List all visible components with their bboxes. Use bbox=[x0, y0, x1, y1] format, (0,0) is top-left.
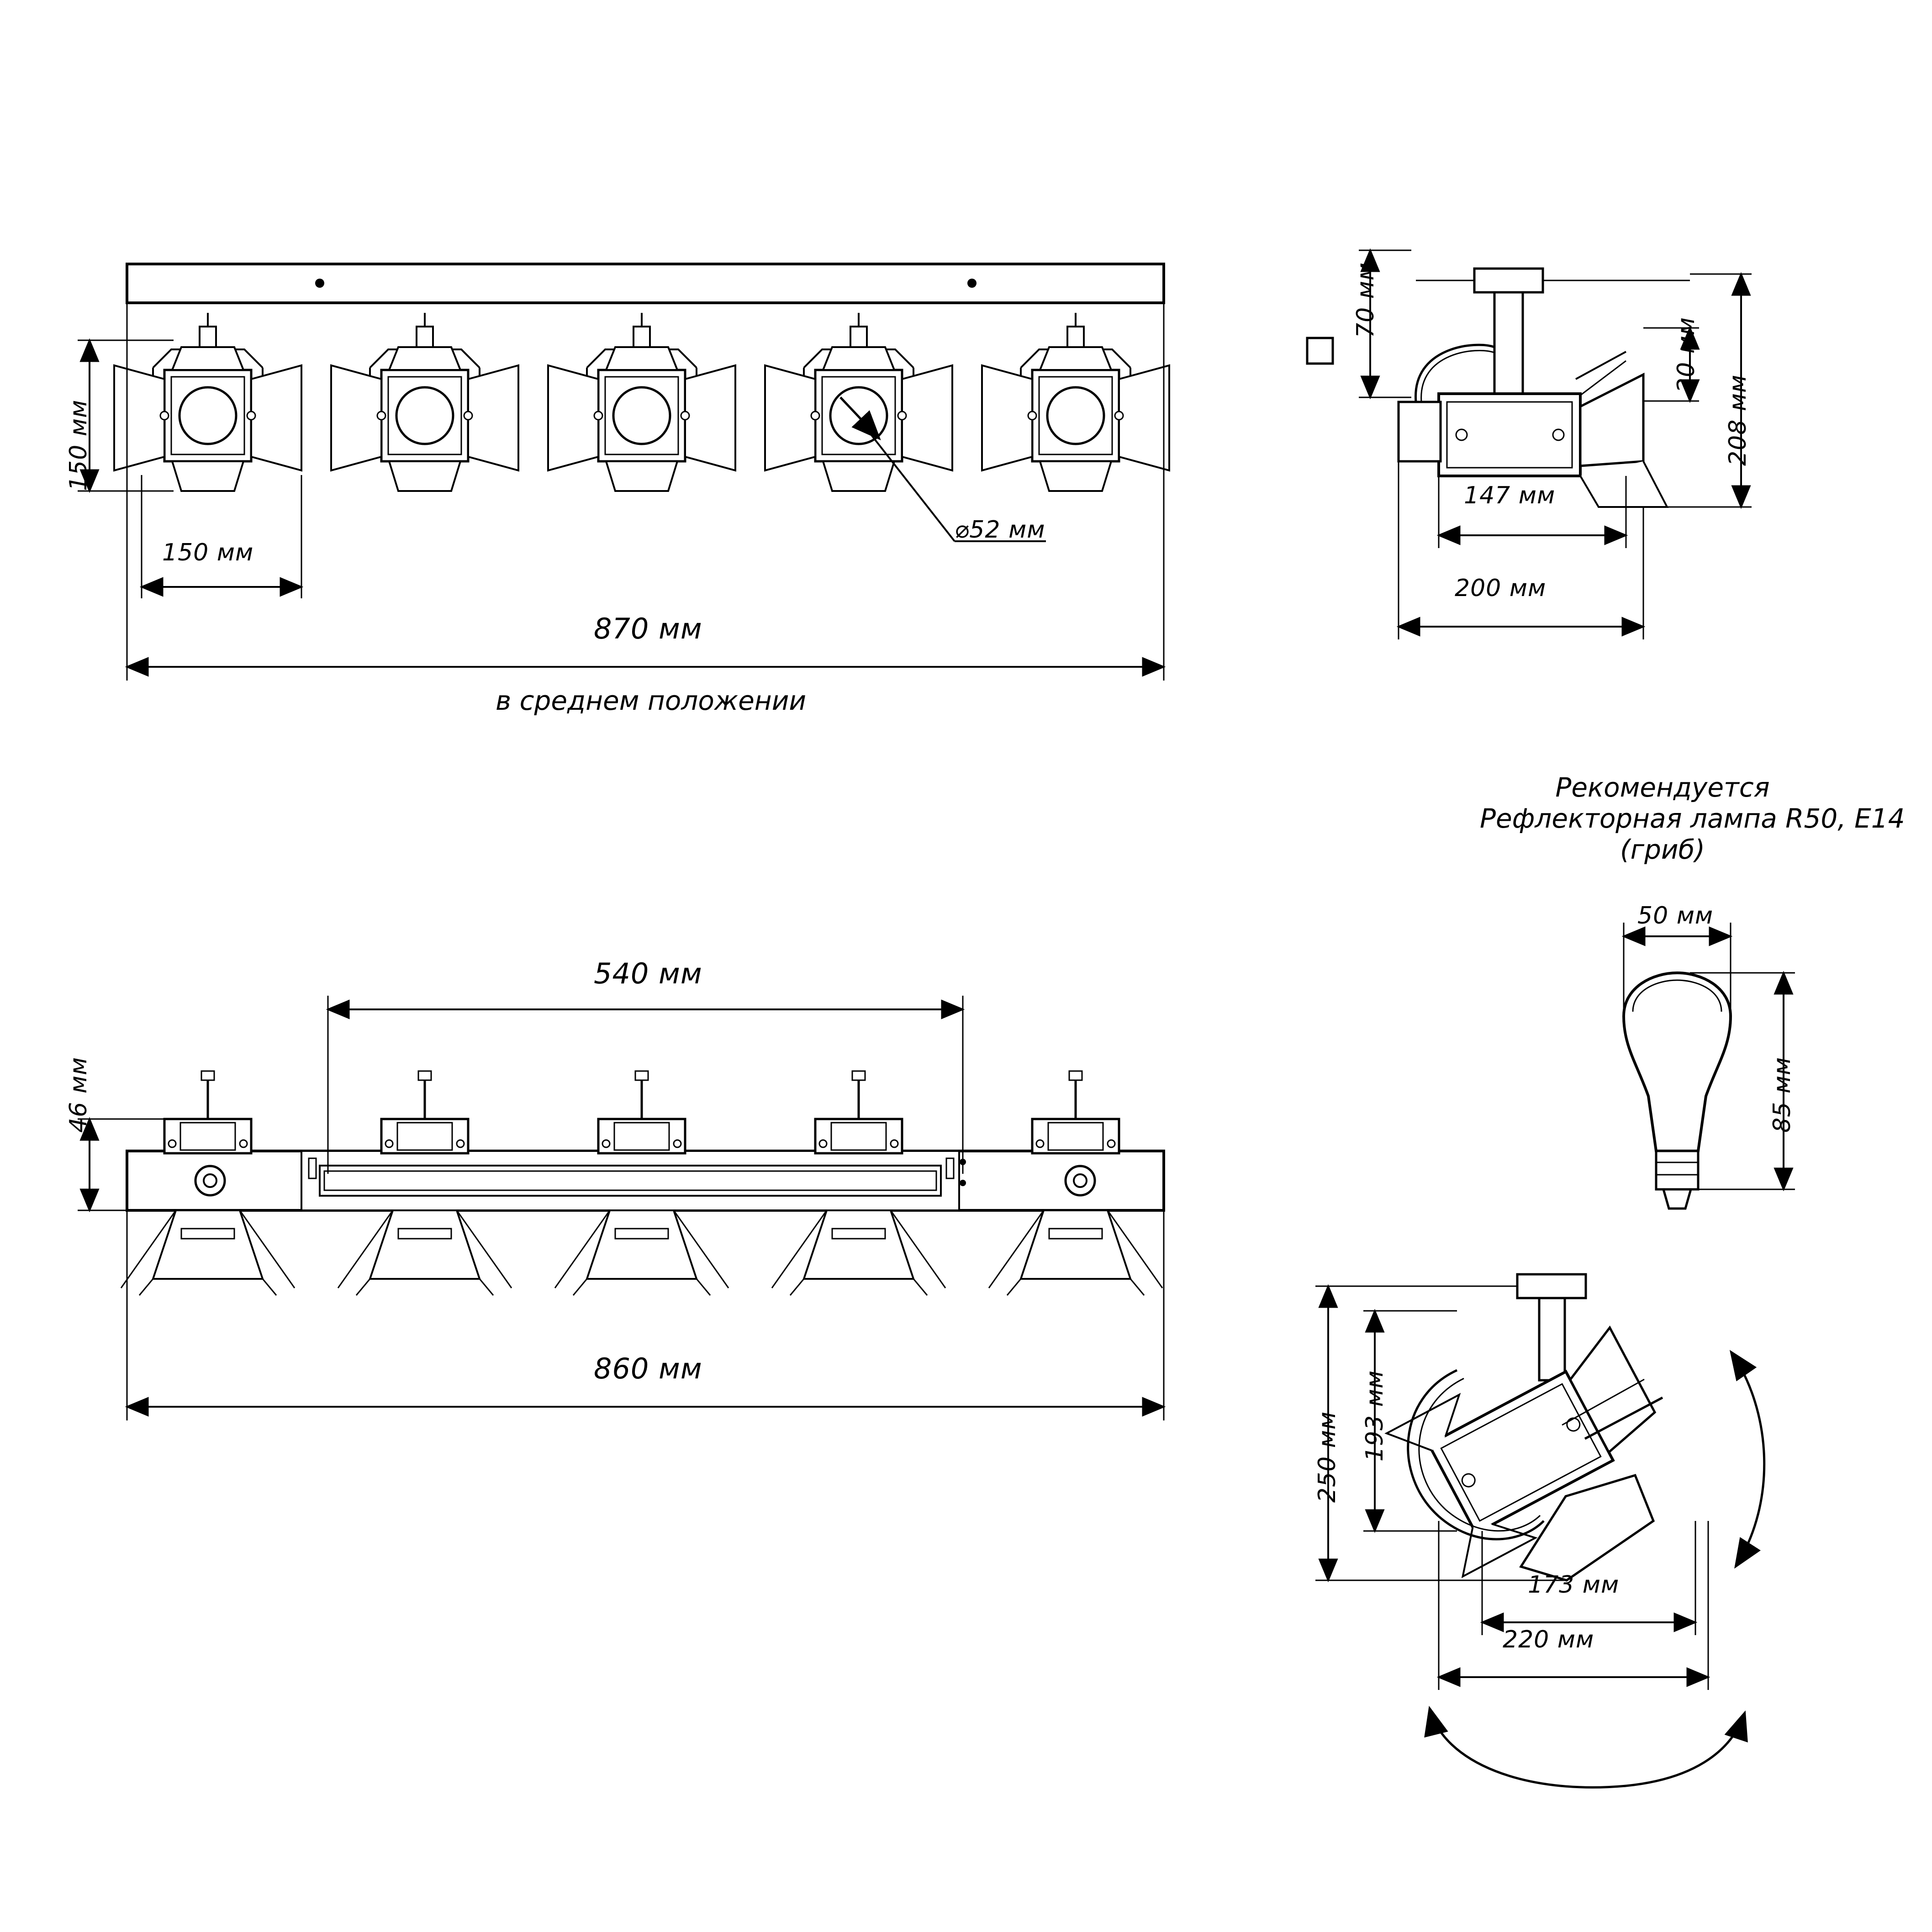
dim-label-base-length-860: 860 мм bbox=[594, 1352, 702, 1385]
dim-label-mount-70: 70 мм bbox=[1352, 262, 1379, 338]
lamp-note-line-3: (гриб) bbox=[1620, 834, 1705, 865]
dim-label-swing-depth-220: 220 мм bbox=[1503, 1626, 1594, 1653]
lamp-recommendation-note bbox=[1480, 772, 1905, 865]
front-view-caption: в среднем положении bbox=[496, 685, 807, 716]
dim-label-total-870: 870 мм bbox=[594, 612, 702, 645]
dim-label-height-150: 150 мм bbox=[65, 399, 92, 491]
dim-label-lamp-length-85: 85 мм bbox=[1768, 1056, 1796, 1133]
dim-label-swing-depth-173: 173 мм bbox=[1528, 1571, 1620, 1599]
lamp-note-line-1: Рекомендуется bbox=[1555, 772, 1770, 803]
dim-label-height-208: 208 мм bbox=[1724, 374, 1752, 466]
dim-label-head-width-150: 150 мм bbox=[162, 539, 254, 566]
dim-head-width-150 bbox=[142, 475, 301, 598]
dim-label-swing-height-193: 193 мм bbox=[1361, 1370, 1388, 1462]
dim-label-base-height-46: 46 мм bbox=[65, 1056, 92, 1133]
dim-label-span-540: 540 мм bbox=[594, 957, 702, 990]
dim-label-depth-147: 147 мм bbox=[1464, 482, 1556, 509]
rotation-view bbox=[1315, 1274, 1764, 1787]
lamp-note-line-2: Рефлекторная лампа R50, E14 bbox=[1480, 803, 1905, 834]
dim-label-lamp-diameter-50: 50 мм bbox=[1637, 902, 1714, 929]
dim-label-offset-20: 20 мм bbox=[1673, 317, 1700, 393]
dim-label-lens-diameter: ⌀52 мм bbox=[955, 516, 1045, 544]
dim-label-depth-200: 200 мм bbox=[1455, 575, 1547, 602]
dim-label-swing-height-250: 250 мм bbox=[1314, 1411, 1341, 1503]
